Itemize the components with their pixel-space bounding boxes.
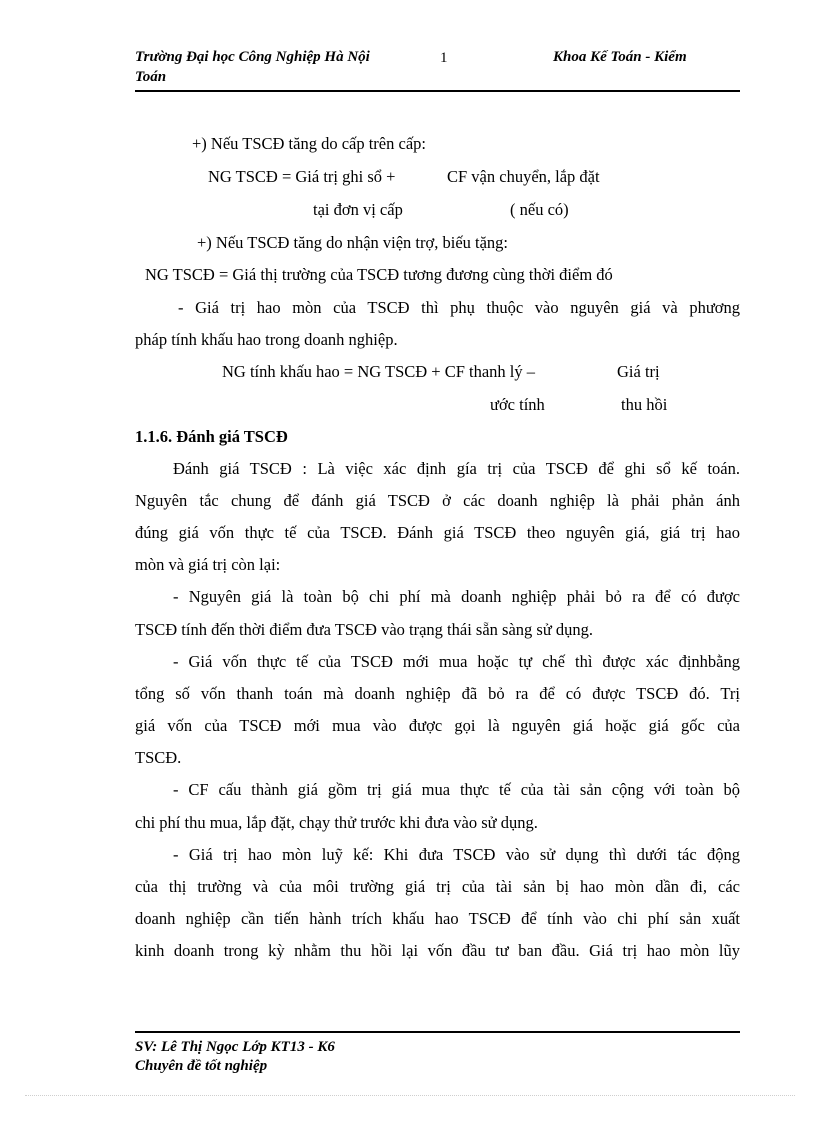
- para1-line3: đúng giá vốn thực tế của TSCĐ. Đánh giá TSCĐ theo nguyên giá, giá trị hao: [135, 523, 740, 542]
- footer-thesis-title: Chuyên đề tốt nghiệp: [135, 1058, 268, 1074]
- para3-line1: - Giá vốn thực tế của TSCĐ mới mua hoặc tự chế thì được xác địnhbằng: [173, 652, 740, 671]
- para4-line2: chi phí thu mua, lắp đặt, chạy thử trước khi đưa vào sử dụng.: [135, 813, 538, 832]
- para5-line2: của thị trường và của môi trường giá trị của tài sản bị hao mòn dần đi, các: [135, 877, 740, 896]
- formula-ng-ghi-so: NG TSCĐ = Giá trị ghi sổ +: [208, 167, 396, 186]
- para1-line1: Đánh giá TSCĐ : Là việc xác định gía trị của TSCĐ để ghi sổ kế toán.: [173, 459, 740, 478]
- header-divider: [135, 90, 740, 92]
- para2-line2: TSCĐ tính đến thời điểm đưa TSCĐ vào trạng thái sẵn sàng sử dụng.: [135, 620, 594, 639]
- formula-thu-hoi: thu hồi: [621, 395, 668, 414]
- para-hao-mon-line1: - Giá trị hao mòn của TSCĐ thì phụ thuộc vào nguyên giá và phương: [178, 298, 740, 317]
- line-vien-tro: +) Nếu TSCĐ tăng do nhận viện trợ, biếu tặng:: [197, 233, 509, 252]
- formula-neu-co: ( nếu có): [510, 200, 569, 219]
- header-school-line2: Toán: [135, 69, 167, 85]
- header-department: Khoa Kế Toán - Kiểm: [553, 49, 687, 65]
- formula-ng-khau-hao: NG tính khấu hao = NG TSCĐ + CF thanh lý –: [222, 362, 536, 381]
- formula-don-vi-cap: tại đơn vị cấp: [313, 200, 403, 219]
- footer-divider: [135, 1031, 740, 1033]
- para3-line3: giá vốn của TSCĐ mới mua vào được gọi là nguyên giá hoặc giá gốc của: [135, 716, 740, 735]
- header-page-number: 1: [440, 50, 448, 66]
- header-school-name: [135, 47, 425, 87]
- para3-line2: tổng số vốn thanh toán mà doanh nghiệp đã bỏ ra để có được TSCĐ đó. Trị: [135, 684, 740, 703]
- page-bottom-dotted-border: [25, 1095, 795, 1096]
- section-heading: 1.1.6. Đánh giá TSCĐ: [135, 427, 288, 446]
- formula-uoc-tinh: ước tính: [490, 395, 545, 414]
- formula-ng-thi-truong: NG TSCĐ = Giá thị trường của TSCĐ tương đương cùng thời điểm đó: [145, 265, 613, 284]
- para1-line4: mòn và giá trị còn lại:: [135, 555, 281, 574]
- para3-line4: TSCĐ.: [135, 748, 182, 767]
- para5-line4: kinh doanh trong kỳ nhằm thu hồi lại vốn đầu tư ban đầu. Giá trị hao mòn lũy: [135, 941, 740, 960]
- para4-line1: - CF cấu thành giá gồm trị giá mua thực tế của tài sản cộng với toàn bộ: [173, 780, 740, 799]
- para2-line1: - Nguyên giá là toàn bộ chi phí mà doanh nghiệp phải bỏ ra để có được: [173, 587, 740, 606]
- footer-student: SV: Lê Thị Ngọc Lớp KT13 - K6: [135, 1039, 335, 1055]
- formula-gia-tri: Giá trị: [617, 362, 660, 381]
- para-hao-mon-line2: pháp tính khấu hao trong doanh nghiệp.: [135, 330, 398, 349]
- para5-line1: - Giá trị hao mòn luỹ kế: Khi đưa TSCĐ vào sử dụng thì dưới tác động: [173, 845, 740, 864]
- para1-line2: Nguyên tắc chung để đánh giá TSCĐ ở các doanh nghiệp là phải phản ánh: [135, 491, 740, 510]
- header-school-line1: Trường Đại học Công Nghiệp Hà Nội: [135, 49, 370, 65]
- para5-line3: doanh nghiệp cần tiến hành trích khấu hao TSCĐ để tính vào chi phí sản xuất: [135, 909, 740, 928]
- formula-cf-van-chuyen: CF vận chuyển, lắp đặt: [447, 167, 600, 186]
- line-cap-tren: +) Nếu TSCĐ tăng do cấp trên cấp:: [192, 134, 426, 153]
